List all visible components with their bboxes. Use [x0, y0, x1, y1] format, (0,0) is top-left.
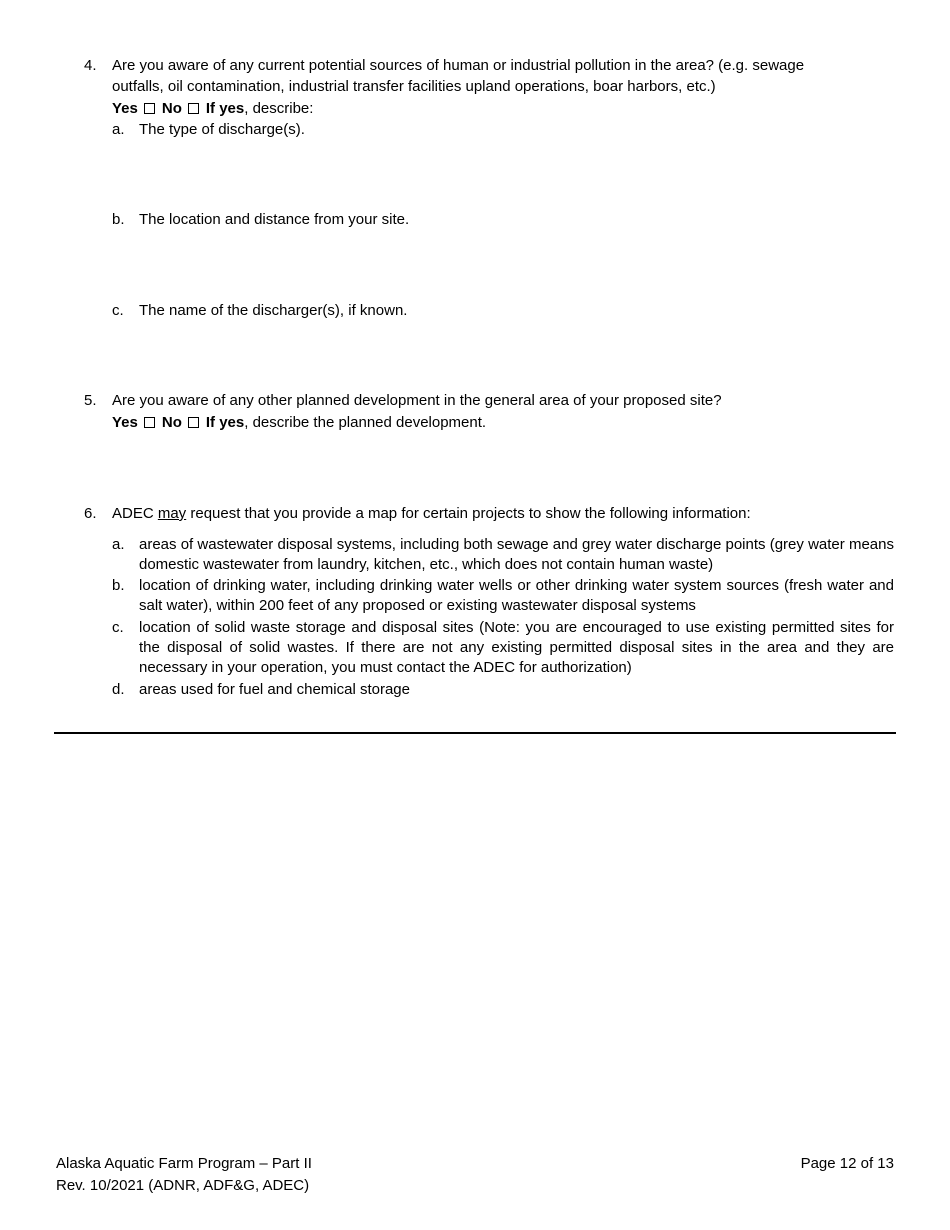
no-label: No	[161, 100, 182, 117]
question-4c-letter: c.	[112, 302, 124, 319]
question-4b-text: The location and distance from your site.	[139, 211, 410, 228]
question-4b-letter: b.	[112, 211, 125, 228]
question-4-text-line2: outfalls, oil contamination, industrial transfer facilities upland operations, boar harbors, etc.)	[112, 78, 716, 95]
question-6a-text: areas of wastewater disposal systems, including both sewage and grey water discharge points (grey water means domestic wastewater from laundry, kitchen, etc., which does not contain human waste)	[139, 536, 894, 573]
section-divider	[54, 732, 896, 734]
question-4a-text: The type of discharge(s).	[139, 121, 305, 138]
if-yes-label: If yes	[205, 100, 245, 117]
yes-checkbox[interactable]	[144, 103, 155, 114]
question-4c-text: The name of the discharger(s), if known.	[139, 302, 408, 319]
if-yes-tail: , describe the planned development.	[244, 414, 487, 431]
footer-revision: Rev. 10/2021 (ADNR, ADF&G, ADEC)	[56, 1177, 310, 1194]
question-5-answer-row	[112, 413, 486, 433]
question-6b-text: location of drinking water, including drinking water wells or other drinking water system sources (fresh water and salt water), within 200 feet of any proposed or existing wastewater disposal systems	[139, 577, 894, 614]
question-6-text	[112, 504, 751, 524]
yes-label: Yes	[112, 414, 138, 431]
footer-page-number: Page 12 of 13	[800, 1155, 894, 1172]
yes-label: Yes	[112, 100, 138, 117]
question-4-number: 4.	[84, 57, 97, 74]
question-6-lead: ADEC	[112, 505, 158, 522]
question-4a-letter: a.	[112, 121, 125, 138]
no-checkbox[interactable]	[188, 417, 199, 428]
question-6a-letter: a.	[112, 536, 125, 553]
question-5-number: 5.	[84, 392, 97, 409]
question-5-text: Are you aware of any other planned development in the general area of your proposed site?	[112, 392, 722, 409]
if-yes-tail: , describe:	[244, 100, 314, 117]
footer-program: Alaska Aquatic Farm Program – Part II	[56, 1155, 312, 1172]
question-6-rest: request that you provide a map for certain projects to show the following information:	[186, 505, 751, 522]
question-6-number: 6.	[84, 505, 97, 522]
question-6c-letter: c.	[112, 619, 124, 636]
question-6-may: may	[157, 505, 187, 522]
question-6c-text: location of solid waste storage and disposal sites (Note: you are encouraged to use existing permitted sites for the disposal of solid wastes. If there are not any existing permitted disposal sites in the area and they are necessary in your operation, you must contact the ADEC for authorization)	[139, 619, 894, 676]
yes-checkbox[interactable]	[144, 417, 155, 428]
no-checkbox[interactable]	[188, 103, 199, 114]
question-6b-letter: b.	[112, 577, 125, 594]
if-yes-label: If yes	[205, 414, 245, 431]
question-6d-letter: d.	[112, 681, 125, 698]
question-4-answer-row	[112, 99, 313, 119]
question-4-text-line1: Are you aware of any current potential sources of human or industrial pollution in the area? (e.g. sewage	[112, 57, 805, 74]
no-label: No	[161, 414, 182, 431]
question-6d-text: areas used for fuel and chemical storage	[139, 681, 410, 698]
